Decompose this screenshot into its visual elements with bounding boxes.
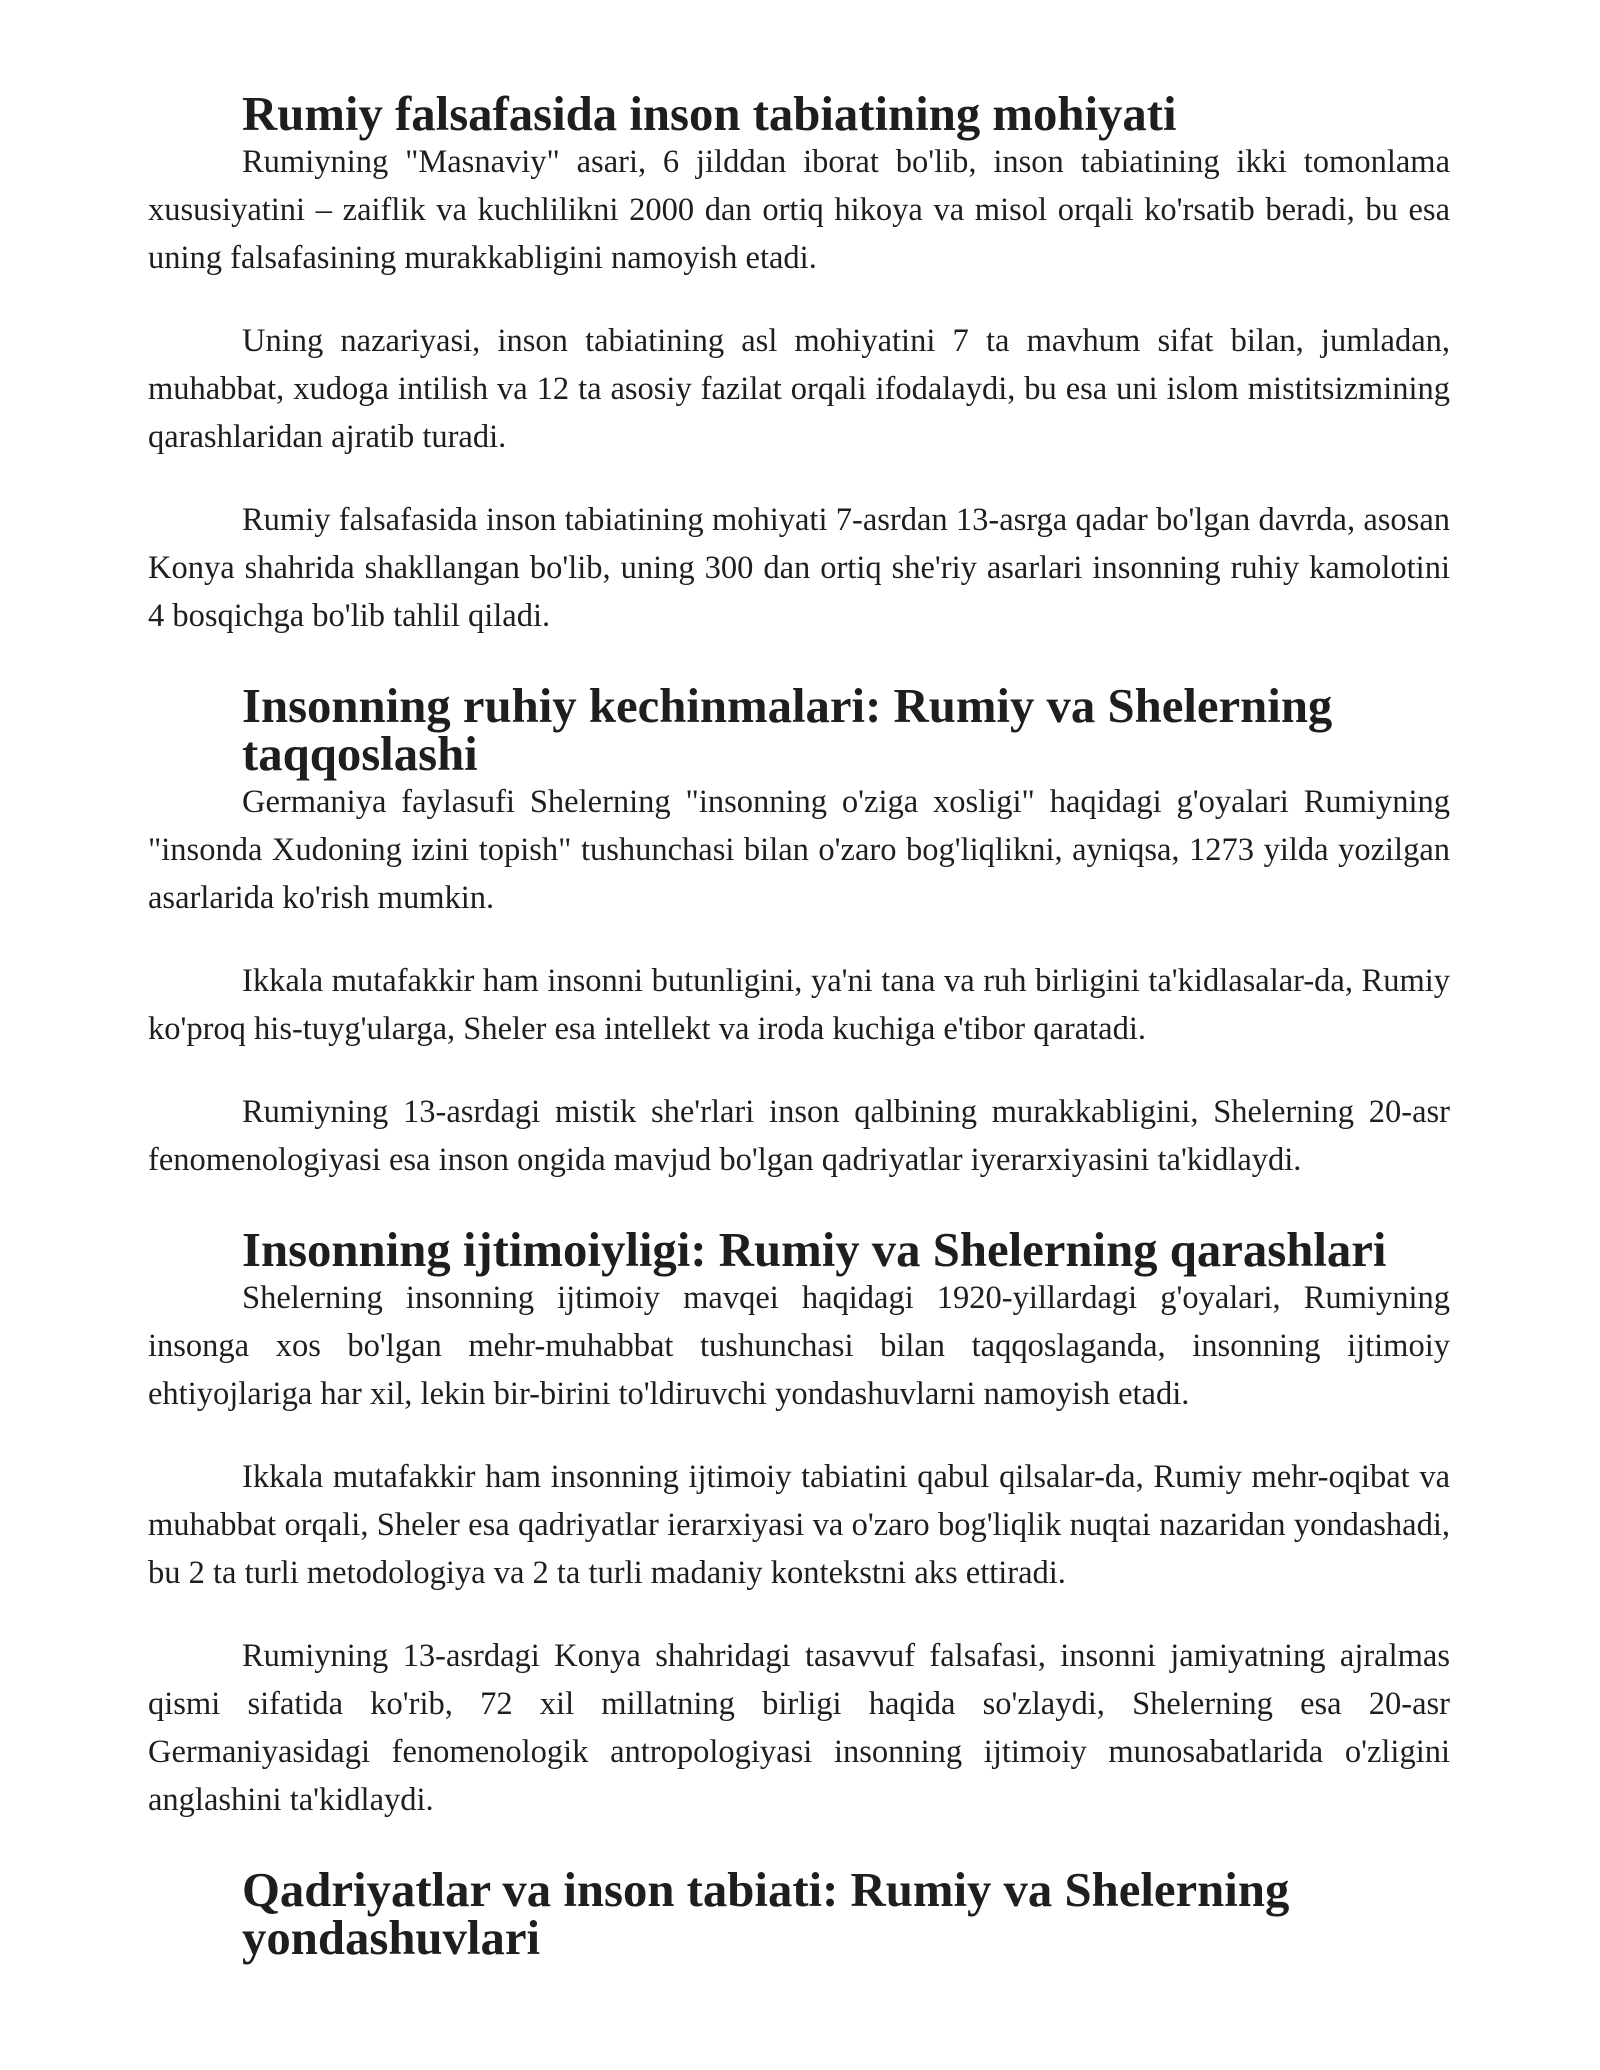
section-heading: Rumiy falsafasida inson tabiatining mohiyati (242, 87, 1177, 141)
paragraph: Rumiyning 13-asrdagi mistik she'rlari inson qalbining murakkabligini, Shelerning 20-asr fenomenologiyasi esa inson ongida mavjud bo'lgan qadriyatlar iyerarxiyasini ta'kidlaydi. (148, 1094, 1450, 1178)
paragraph: Rumiyning "Masnaviy" asari, 6 jilddan iborat bo'lib, inson tabiatining ikki tomonlama xususiyatini – zaiflik va kuchlilikni 2000 dan ortiq hikoya va misol orqali ko'rsatib beradi, bu esa uning falsafasining murakkabligini namoyish etadi. (148, 144, 1450, 276)
section-heading: Qadriyatlar va inson tabiati: Rumiy va Shelerning yondashuvlari (242, 1863, 1290, 1965)
paragraph: Rumiyning 13-asrdagi Konya shahridagi tasavvuf falsafasi, insonni jamiyatning ajralmas qismi sifatida ko'rib, 72 xil millatning birligi haqida so'zlaydi, Shelerning esa 20-asr Germaniyasidagi fenomenologik antropologiyasi insonning ijtimoiy munosabatlarida o'zligini anglashini ta'kidlaydi. (148, 1638, 1450, 1818)
document-page (148, 87, 1450, 1965)
paragraph: Ikkala mutafakkir ham insonni butunligini, ya'ni tana va ruh birligini ta'kidlasalar-da, Rumiy ko'proq his-tuyg'ularga, Sheler esa intellekt va iroda kuchiga e'tibor qaratadi. (148, 963, 1450, 1047)
paragraph: Rumiy falsafasida inson tabiatining mohiyati 7-asrdan 13-asrga qadar bo'lgan davrda, asosan Konya shahrida shakllangan bo'lib, uning 300 dan ortiq she'riy asarlari insonning ruhiy kamolotini 4 bosqichga bo'lib tahlil qiladi. (148, 502, 1450, 634)
section-heading: Insonning ijtimoiyligi: Rumiy va Shelerning qarashlari (242, 1223, 1387, 1277)
paragraph: Germaniya faylasufi Shelerning "insonning o'ziga xosligi" haqidagi g'oyalari Rumiyning "insonda Xudoning izini topish" tushunchasi bilan o'zaro bog'liqlikni, ayniqsa, 1273 yilda yozilgan asarlarida ko'rish mumkin. (148, 784, 1450, 916)
paragraph: Shelerning insonning ijtimoiy mavqei haqidagi 1920-yillardagi g'oyalari, Rumiyning insonga xos bo'lgan mehr-muhabbat tushunchasi bilan taqqoslaganda, insonning ijtimoiy ehtiyojlariga har xil, lekin bir-birini to'ldiruvchi yondashuvlarni namoyish etadi. (148, 1280, 1450, 1412)
paragraph: Uning nazariyasi, inson tabiatining asl mohiyatini 7 ta mavhum sifat bilan, jumladan, muhabbat, xudoga intilish va 12 ta asosiy fazilat orqali ifodalaydi, bu esa uni islom mistitsizmining qarashlaridan ajratib turadi. (148, 323, 1450, 455)
paragraph: Ikkala mutafakkir ham insonning ijtimoiy tabiatini qabul qilsalar-da, Rumiy mehr-oqibat va muhabbat orqali, Sheler esa qadriyatlar ierarxiyasi va o'zaro bog'liqlik nuqtai nazaridan yondashadi, bu 2 ta turli metodologiya va 2 ta turli madaniy kontekstni aks ettiradi. (148, 1459, 1450, 1591)
section-heading: Insonning ruhiy kechinmalari: Rumiy va Shelerning taqqoslashi (242, 679, 1333, 781)
